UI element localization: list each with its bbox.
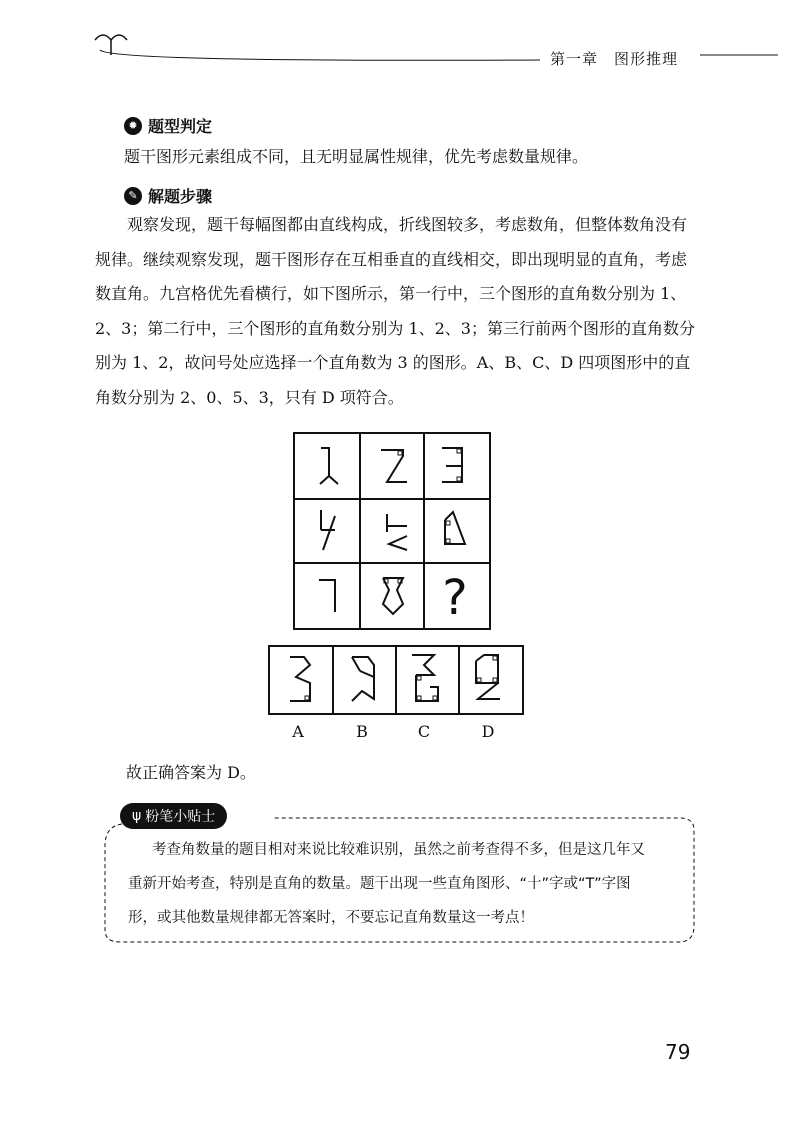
- gear-icon: ✹: [124, 117, 142, 135]
- sprout-icon: ψ: [132, 808, 142, 824]
- type-judgment-title: 题型判定: [148, 117, 213, 136]
- sprout-icon: [95, 35, 127, 40]
- cell-1-1-shape: [320, 448, 338, 484]
- cell-1-2-shape: [381, 450, 407, 482]
- options-drawing: [270, 647, 522, 713]
- answer-text: 故正确答案为 D。: [126, 763, 256, 782]
- cell-3-1-shape: [319, 580, 335, 612]
- type-judgment-text: 题干图形元素组成不同，且无明显属性规律，优先考虑数量规律。: [124, 147, 589, 166]
- steps-title: 解题步骤: [148, 187, 213, 206]
- option-b-shape: [352, 657, 374, 701]
- steps-heading: [124, 184, 212, 207]
- type-judgment-heading: [124, 114, 212, 137]
- question-mark: ?: [442, 570, 468, 626]
- nine-grid-figure: [293, 432, 491, 630]
- tip-tag-label: 粉笔小贴士: [145, 809, 216, 825]
- options-figure: [268, 645, 524, 715]
- grid-drawing: [295, 434, 489, 628]
- page-header: [0, 0, 800, 80]
- cell-2-1-shape: [321, 510, 335, 550]
- cell-3-2-shape: [383, 578, 403, 614]
- tip-tag: [120, 803, 227, 829]
- option-c-shape: [412, 655, 438, 701]
- chapter-title: 第一章 图形推理: [540, 48, 688, 69]
- tip-text: 考查角数量的题目相对来说比较难识别，虽然之前考查得不多，但是这几年又 重新开始考查，特别是直角的数量。题干出现一些直角图形、“十”字或“T”字图 形，或其他数量规律都无答案时，不要忘记直角数量这一考点！: [128, 842, 645, 926]
- page-number: 79: [665, 1040, 691, 1064]
- cell-2-2-shape: [387, 514, 407, 550]
- cell-1-3-shape: [442, 448, 462, 482]
- option-d-shape: [476, 655, 500, 699]
- option-label-c: C: [417, 722, 431, 741]
- option-label-d: D: [481, 722, 495, 741]
- pen-icon: ✎: [124, 187, 142, 205]
- steps-paragraph: 观察发现，题干每幅图都由直线构成，折线图较多，考虑数角，但整体数角没有 规律。继续观察发现，题干图形存在互相垂直的直线相交，即出现明显的直角，考虑 数直角。九宫格优先看横行，如下图所示，第一行中，三个图形的直角数分别为 1、 2、3；第二行中，三个图形的直角数分别为 1、2、3；第三行前两个图形的直角数分 别为 1、2，故问号处应选择一个直角数为 3 的图形。A、B、C、D 四项图形中的直 角数分别为 2、0、5、3，只有 D 项符合。: [95, 215, 695, 407]
- option-a-shape: [290, 657, 310, 701]
- option-label-b: B: [356, 722, 368, 741]
- cell-2-3-shape: [445, 512, 465, 544]
- option-label-a: A: [292, 722, 304, 741]
